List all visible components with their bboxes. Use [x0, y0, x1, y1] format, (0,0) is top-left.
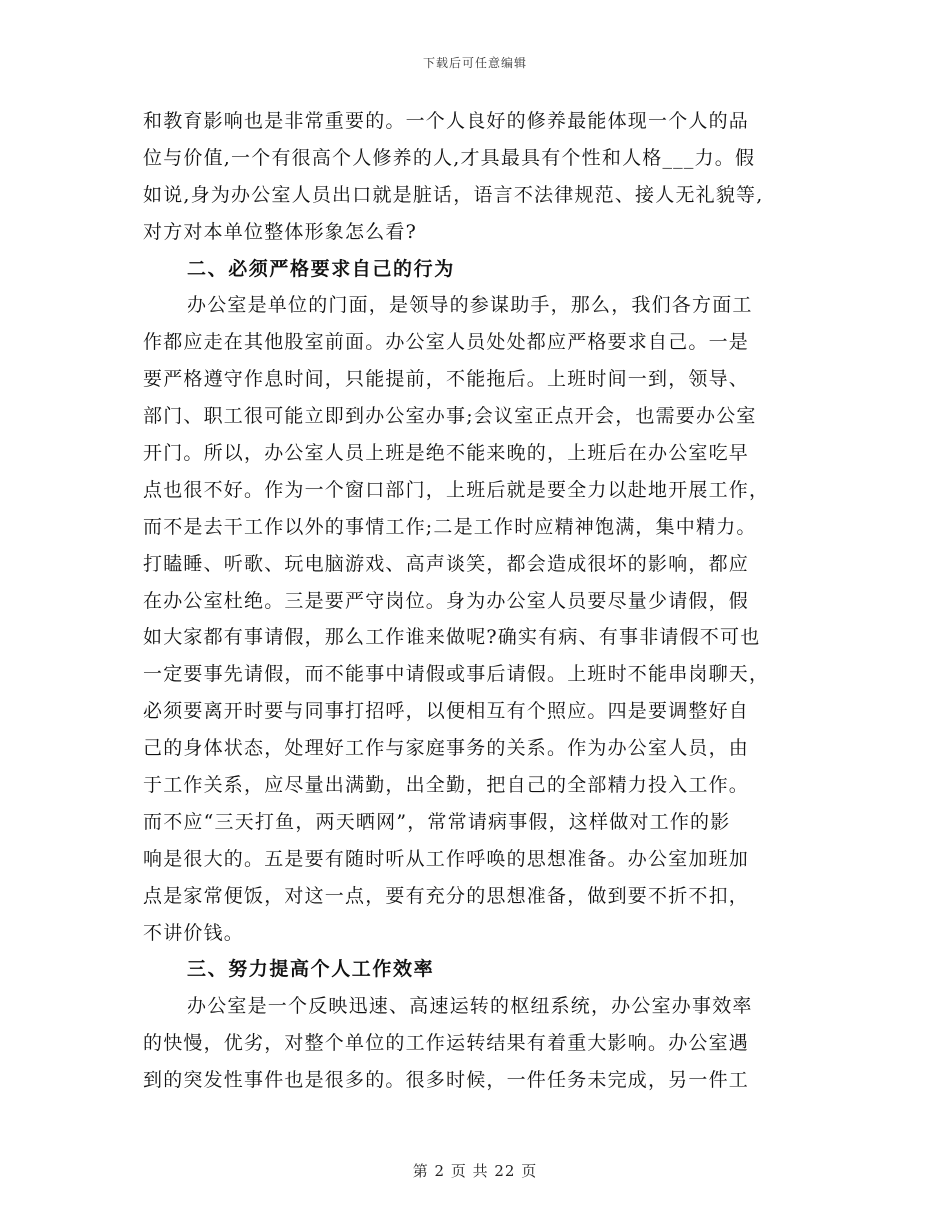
page-header-note: 下载后可任意编辑	[422, 56, 527, 70]
paragraph-line: 的快慢，优劣，对整个单位的工作运转结果有着重大影响。办公室遇	[143, 1032, 750, 1055]
paragraph-line: 点是家常便饭，对这一点，要有充分的思想准备，做到要不折不扣，	[143, 884, 750, 907]
paragraph-line: 如大家都有事请假，那么工作谁来做呢?确实有病、有事非请假不可也	[143, 626, 761, 649]
document-body	[143, 103, 815, 1099]
paragraph-line: 办公室是一个反映迅速、高速运转的枢纽系统，办公室办事效率	[187, 995, 753, 1018]
paragraph-line: 必须要离开时要与同事打招呼，以便相互有个照应。四是要调整好自	[143, 700, 750, 723]
paragraph-line: 要严格遵守作息时间，只能提前，不能拖后。上班时间一到，领导、	[143, 368, 750, 391]
section-heading: 二、必须严格要求自己的行为	[187, 257, 455, 280]
paragraph-line: 一定要事先请假，而不能事中请假或事后请假。上班时不能串岗聊天，	[143, 663, 770, 686]
paragraph-line: 和教育影响也是非常重要的。一个人良好的修养最能体现一个人的品	[143, 110, 750, 132]
page-number-footer: 第 2 页 共 22 页	[412, 1162, 538, 1180]
paragraph-line: 作都应走在其他股室前面。办公室人员处处都应严格要求自己。一是	[143, 331, 750, 354]
paragraph-line: 办公室是单位的门面，是领导的参谋助手，那么，我们各方面工	[187, 294, 753, 317]
paragraph-line: 到的突发性事件也是很多的。很多时候，一件任务未完成，另一件工	[143, 1069, 750, 1092]
paragraph-line: 打瞌睡、听歌、玩电脑游戏、高声谈笑，都会造成很坏的影响，都应	[143, 552, 750, 575]
paragraph-line: 位与价值,一个有很高个人修养的人,才具最具有个性和人格___力。假	[143, 146, 756, 169]
paragraph-line: 如说,身为办公室人员出口就是脏话，语言不法律规范、接人无礼貌等,	[143, 183, 764, 206]
paragraph-line: 对方对本单位整体形象怎么看?	[143, 220, 417, 243]
paragraph-line: 不讲价钱。	[143, 921, 245, 944]
section-heading: 三、努力提高个人工作效率	[187, 958, 435, 981]
paragraph-line: 部门、职工很可能立即到办公室办事;会议室正点开会，也需要办公室	[143, 405, 757, 428]
paragraph-line: 开门。所以，办公室人员上班是绝不能来晚的，上班后在办公室吃早	[143, 442, 750, 465]
paragraph-line: 于工作关系，应尽量出满勤，出全勤，把自己的全部精力投入工作。	[143, 774, 750, 797]
paragraph-line: 响是很大的。五是要有随时听从工作呼唤的思想准备。办公室加班加	[143, 847, 750, 870]
paragraph-line: 在办公室杜绝。三是要严守岗位。身为办公室人员要尽量少请假，假	[143, 589, 750, 612]
paragraph-line: 而不是去干工作以外的事情工作;二是工作时应精神饱满，集中精力。	[143, 515, 757, 538]
paragraph-line: 而不应“三天打鱼，两天晒网”，常常请病事假，这样做对工作的影	[143, 810, 731, 833]
paragraph-line: 己的身体状态，处理好工作与家庭事务的关系。作为办公室人员，由	[143, 737, 750, 760]
paragraph-line: 点也很不好。作为一个窗口部门，上班后就是要全力以赴地开展工作，	[143, 478, 770, 501]
